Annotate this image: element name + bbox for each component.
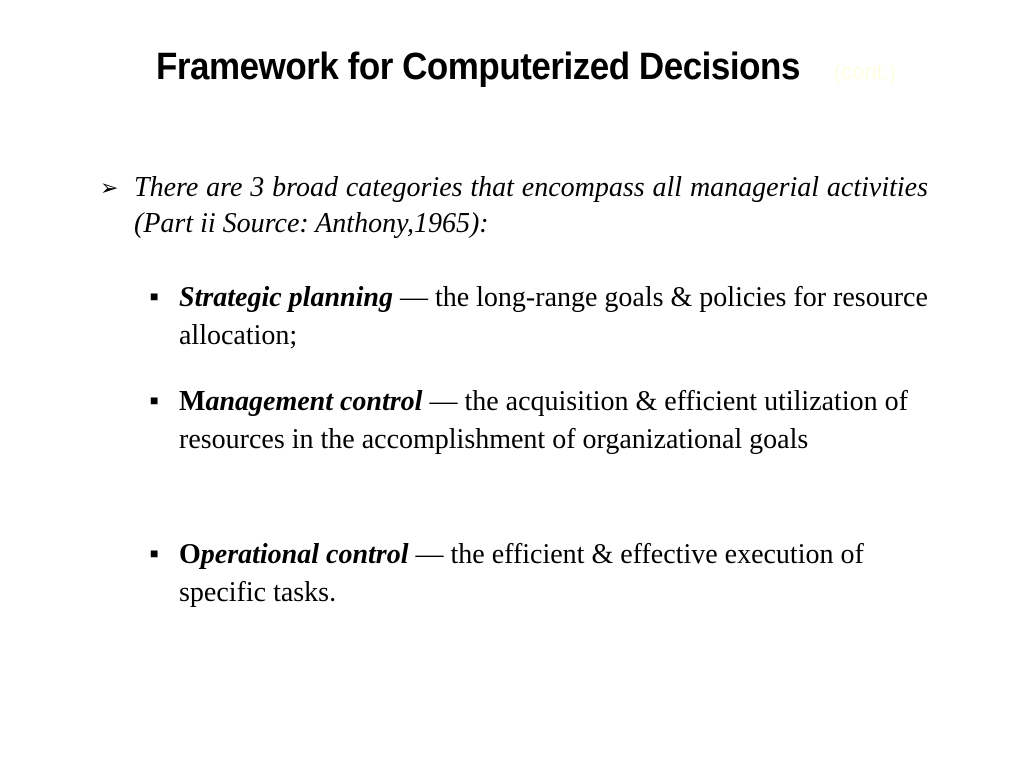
bullet-text <box>179 536 930 612</box>
bullet-description: — the efficient & effective execution of specific tasks. <box>179 539 864 608</box>
bullet-term-rest: Strategic planning <box>179 282 393 313</box>
title-text: Framework for Computerized Decisions <box>155 46 800 88</box>
bullet-term-cap: M <box>179 386 206 417</box>
bullet-term-cap: O <box>179 539 201 570</box>
bullet-term <box>179 386 422 417</box>
slide-title <box>0 46 1024 89</box>
bullet-item-strategic-planning <box>150 279 930 355</box>
bullet-term-rest: perational control <box>200 539 409 570</box>
bullet-text <box>179 279 930 355</box>
bullet-description: — the acquisition & efficient utilization of resources in the accomplishment of organizational goals <box>179 386 908 455</box>
arrow-bullet-icon: ➢ <box>100 175 119 200</box>
bullet-term <box>179 539 408 570</box>
intro-text: There are 3 broad categories that encompass all managerial activities (Part ii Source: Anthony,1965): <box>134 172 928 239</box>
intro-paragraph <box>96 170 928 242</box>
square-bullet-icon: ■ <box>150 290 159 305</box>
title-suffix: (cont.) <box>833 59 897 84</box>
bullet-term-rest: anagement control <box>205 386 423 417</box>
bullet-item-management-control <box>150 383 930 459</box>
bullet-item-operational-control <box>150 536 930 612</box>
bullet-description: — the long-range goals & policies for resource allocation; <box>179 282 928 351</box>
square-bullet-icon: ■ <box>150 547 159 562</box>
square-bullet-icon: ■ <box>150 394 159 409</box>
bullet-text <box>179 383 930 459</box>
bullet-term <box>179 282 393 313</box>
